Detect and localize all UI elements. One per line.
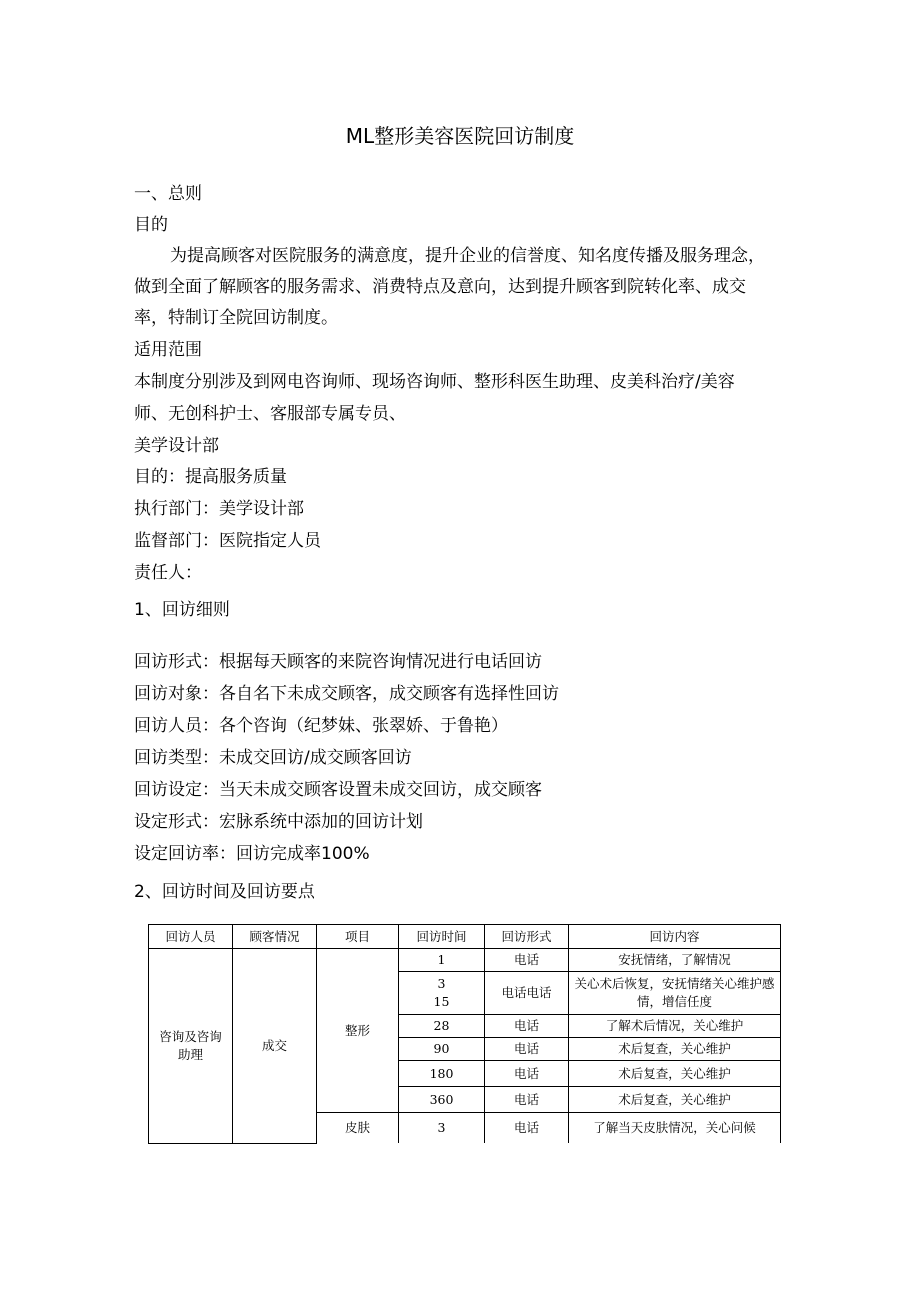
cell-visit-time: 3 15 [399,972,485,1015]
rule-visit-setting: 回访设定：当天未成交顾客设置未成交回访，成交顾客 [134,780,542,800]
cell-visit-form: 电话 [485,1015,569,1038]
cell-visit-form: 电话电话 [485,972,569,1015]
rule-visit-type: 回访类型：未成交回访/成交顾客回访 [134,748,412,768]
heading-scope: 适用范围 [134,340,202,360]
cell-visit-form: 电话 [485,1113,569,1144]
cell-visit-time: 3 [399,1113,485,1144]
scope-line-2: 师、无创科护士、客服部专属专员、 [134,404,406,424]
section-heading-schedule: 2、回访时间及回访要点 [134,882,315,902]
header-staff: 回访人员 [149,925,233,949]
header-customer-status: 顾客情况 [233,925,317,949]
executing-dept-line: 执行部门：美学设计部 [134,499,304,519]
cell-customer-status: 成交 [233,949,317,1144]
cell-visit-form: 电话 [485,1038,569,1061]
cell-visit-content: 了解术后情况，关心维护 [569,1015,781,1038]
responsible-person-line: 责任人： [134,563,202,583]
cell-visit-time: 1 [399,949,485,972]
cell-staff: 咨询及咨询助理 [149,949,233,1144]
cell-visit-time: 90 [399,1038,485,1061]
purpose-paragraph-line-2: 做到全面了解顾客的服务需求、消费特点及意向，达到提升顾客到院转化率、成交 [134,277,746,297]
visit-schedule-table [148,924,781,1144]
cell-visit-content: 了解当天皮肤情况，关心问候 [569,1113,781,1144]
rule-visit-rate: 设定回访率：回访完成率100% [134,844,370,864]
rule-visit-target: 回访对象：各自名下未成交顾客，成交顾客有选择性回访 [134,684,559,704]
scope-line-3: 美学设计部 [134,436,219,456]
header-visit-content: 回访内容 [569,925,781,949]
cell-visit-form: 电话 [485,949,569,972]
heading-purpose: 目的 [134,215,168,235]
rule-setting-method: 设定形式：宏脉系统中添加的回访计划 [134,812,423,832]
cell-visit-content: 术后复查，关心维护 [569,1061,781,1087]
scope-line-1: 本制度分别涉及到网电咨询师、现场咨询师、整形科医生助理、皮美科治疗/美容 [134,372,735,392]
supervising-dept-line: 监督部门：医院指定人员 [134,531,321,551]
cell-visit-time: 28 [399,1015,485,1038]
section-heading-rules: 1、回访细则 [134,600,230,620]
cell-project-plastic: 整形 [317,949,399,1113]
cell-visit-form: 电话 [485,1087,569,1113]
cell-visit-content: 术后复查，关心维护 [569,1038,781,1061]
cell-visit-content: 安抚情绪，了解情况 [569,949,781,972]
header-visit-time: 回访时间 [399,925,485,949]
section-heading-general: 一、总则 [134,184,202,204]
cell-visit-content: 关心术后恢复，安抚情绪关心维护感情，增信任度 [569,972,781,1015]
rule-visit-form: 回访形式：根据每天顾客的来院咨询情况进行电话回访 [134,652,542,672]
header-project: 项目 [317,925,399,949]
cell-project-skin: 皮肤 [317,1113,399,1144]
document-title: ML整形美容医院回访制度 [345,124,575,148]
goal-line: 目的：提高服务质量 [134,467,287,487]
purpose-paragraph-line-3: 率，特制订全院回访制度。 [134,308,338,328]
table-row [149,949,781,972]
purpose-paragraph-line-1: 为提高顾客对医院服务的满意度，提升企业的信誉度、知名度传播及服务理念， [170,246,765,266]
table-header-row [149,925,781,949]
cell-visit-time: 360 [399,1087,485,1113]
cell-visit-content: 术后复查，关心维护 [569,1087,781,1113]
rule-visit-staff: 回访人员：各个咨询（纪梦妹、张翠娇、于鲁艳） [134,716,508,736]
cell-visit-time: 180 [399,1061,485,1087]
cell-visit-form: 电话 [485,1061,569,1087]
header-visit-form: 回访形式 [485,925,569,949]
